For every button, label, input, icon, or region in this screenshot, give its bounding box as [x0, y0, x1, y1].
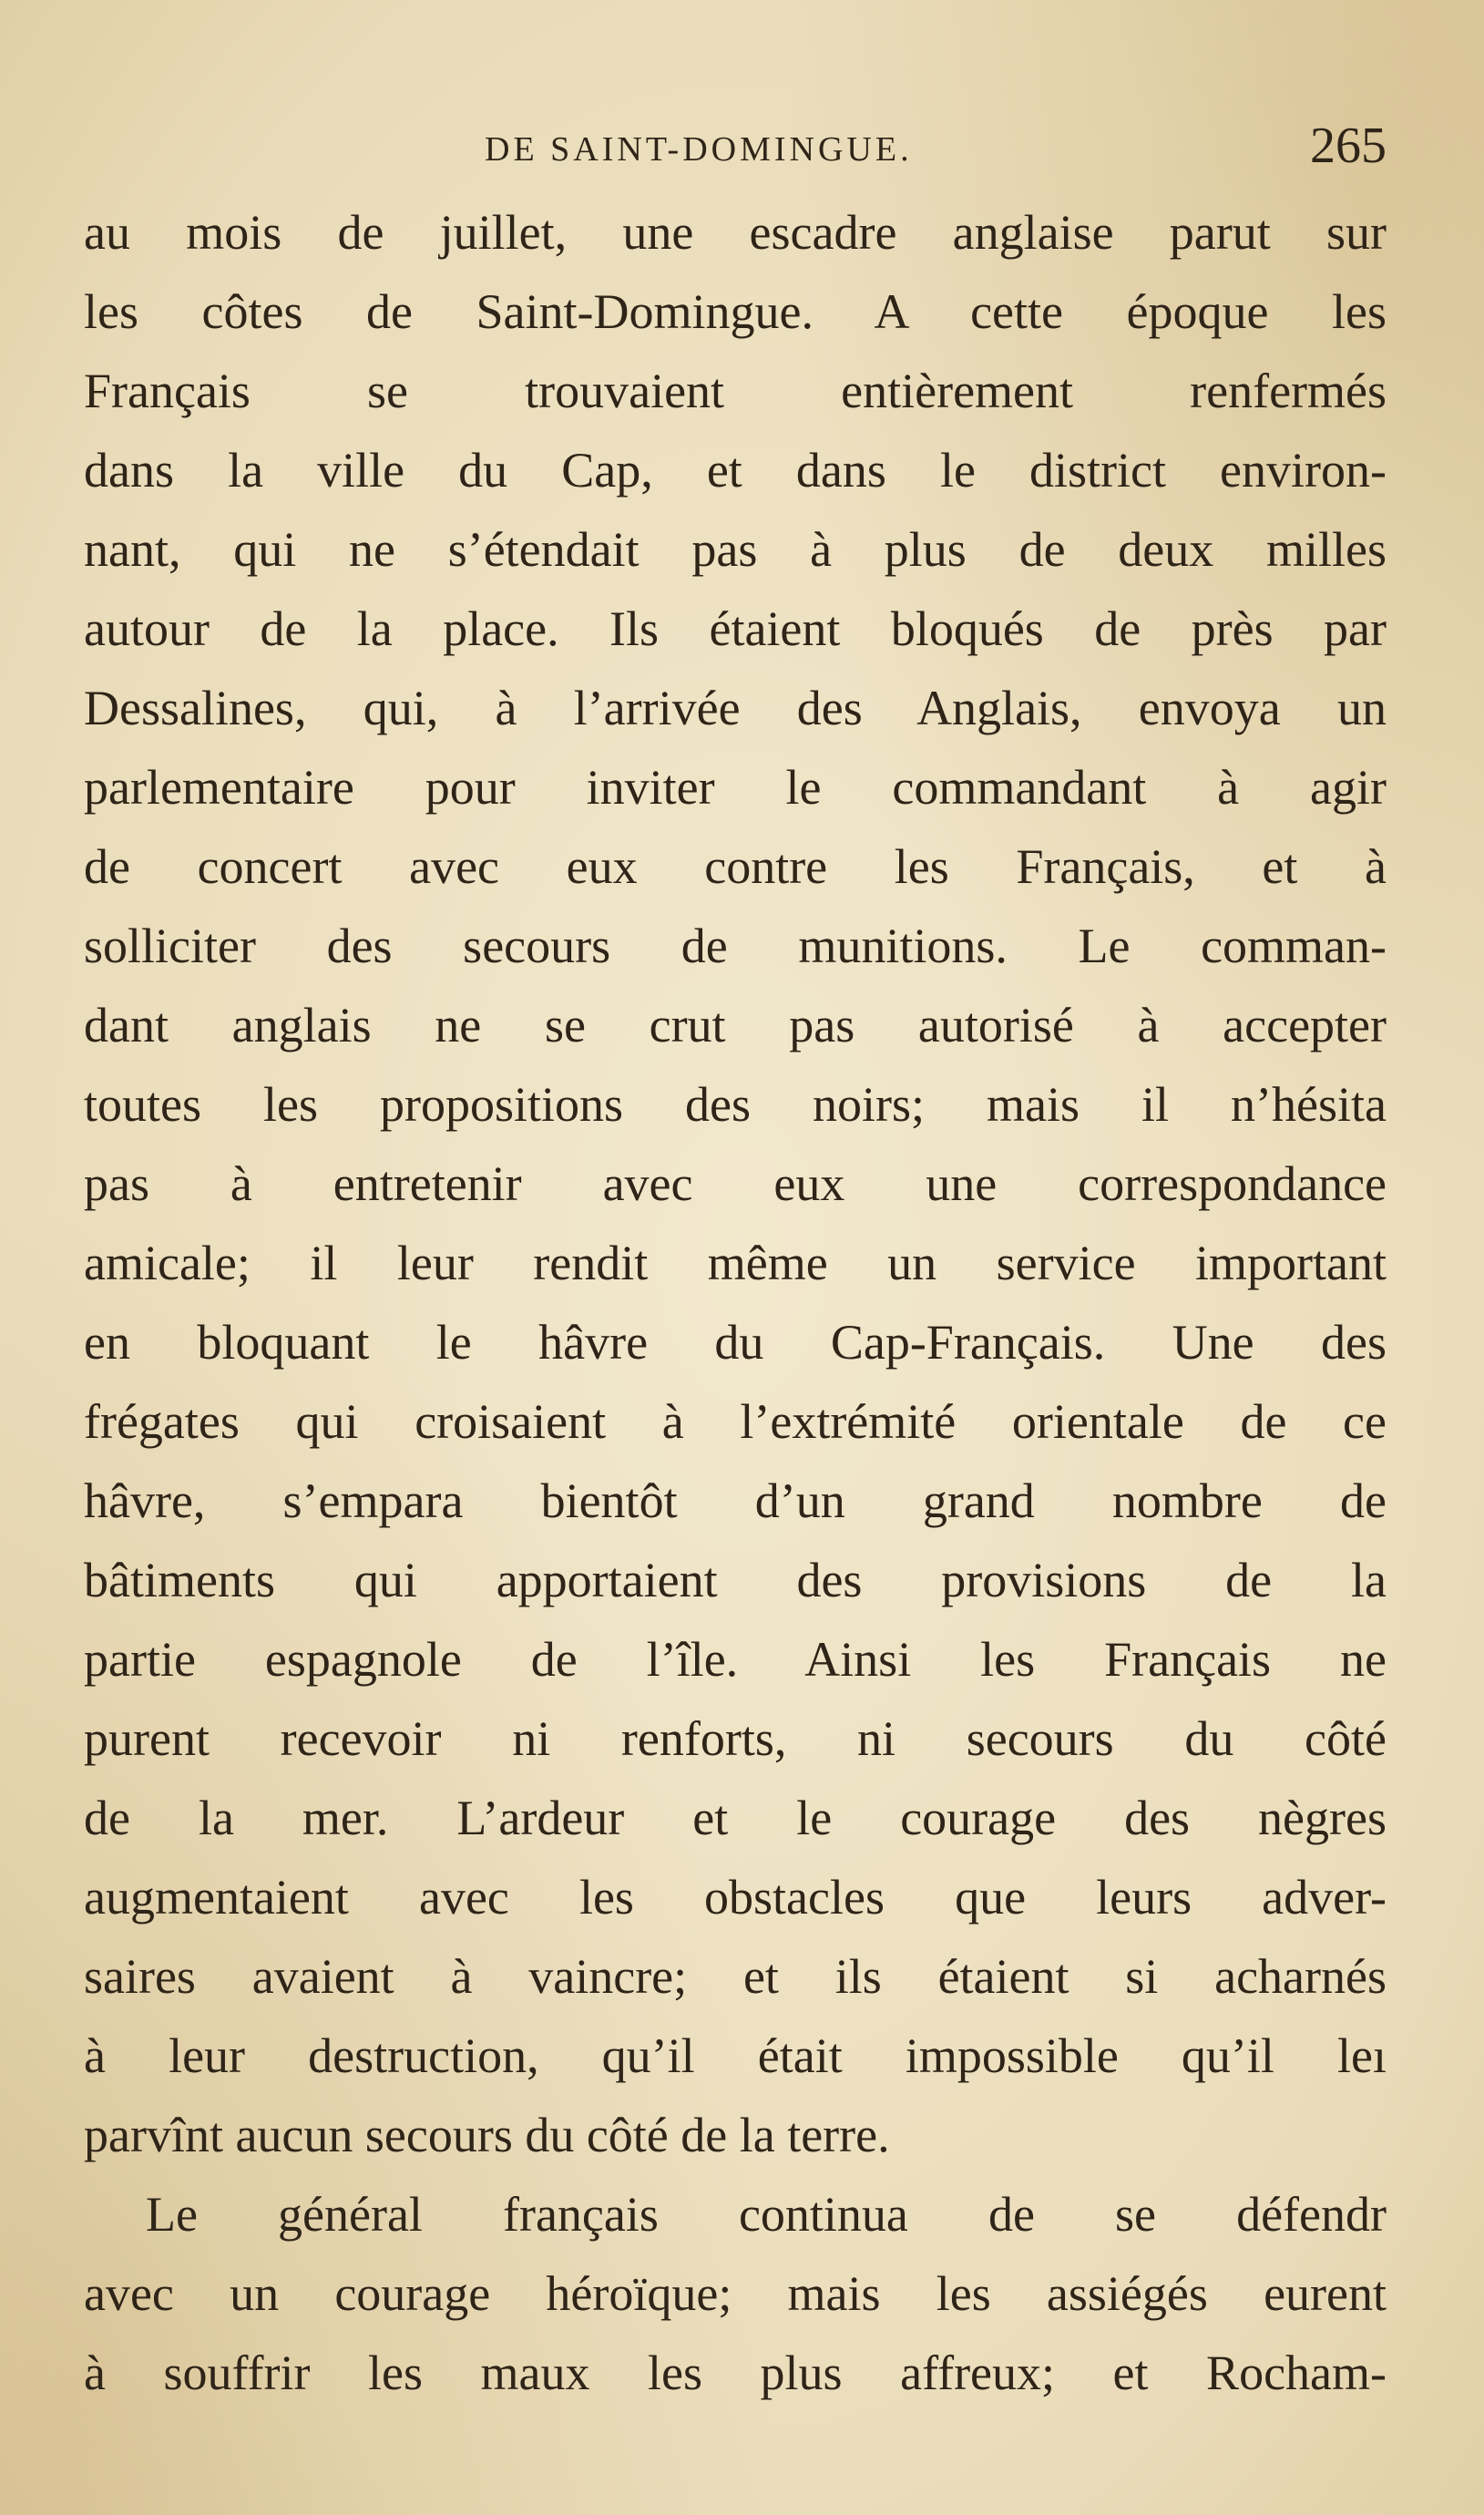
- text-line: purent recevoir ni renforts, ni secours du côté: [84, 1711, 1387, 1766]
- text-line: solliciter des secours de munitions. Le comman-: [84, 919, 1387, 973]
- text-line: amicale; il leur rendit même un service important: [84, 1236, 1387, 1290]
- text-line: toutes les propositions des noirs; mais il n’hésita: [84, 1077, 1387, 1132]
- body-text: [84, 193, 1387, 2413]
- text-line: Français se trouvaient entièrement renfermés: [84, 364, 1387, 418]
- text-line: les côtes de Saint-Domingue. A cette époque les: [84, 284, 1387, 339]
- text-line: pas à entretenir avec eux une correspondance: [84, 1156, 1387, 1211]
- text-line: partie espagnole de l’île. Ainsi les Français ne: [84, 1632, 1387, 1687]
- text-line: parvînt aucun secours du côté de la terre.: [84, 2108, 890, 2162]
- text-line: Dessalines, qui, à l’arrivée des Anglais, envoya un: [84, 681, 1387, 735]
- page-number: 265: [1310, 118, 1387, 174]
- text-line: autour de la place. Ils étaient bloqués de près par: [84, 601, 1387, 656]
- text-line: à leur destruction, qu’il était impossible qu’il leı: [84, 2028, 1387, 2083]
- text-line: avec un courage héroïque; mais les assiégés eurent: [84, 2266, 1387, 2321]
- running-head: [84, 117, 1387, 180]
- text-line: frégates qui croisaient à l’extrémité orientale de ce: [84, 1394, 1387, 1449]
- text-line: à souffrir les maux les plus affreux; et Rocham-: [84, 2346, 1387, 2400]
- text-line: nant, qui ne s’étendait pas à plus de deux milles: [84, 522, 1387, 577]
- text-line: au mois de juillet, une escadre anglaise parut sur: [84, 205, 1387, 260]
- text-line: de la mer. L’ardeur et le courage des nègres: [84, 1791, 1387, 1845]
- text-line: en bloquant le hâvre du Cap-Français. Une des: [84, 1315, 1387, 1370]
- text-line: de concert avec eux contre les Français, et à: [84, 839, 1387, 894]
- text-line: augmentaient avec les obstacles que leurs adver-: [84, 1870, 1387, 1925]
- text-line: Le général français continua de se défendr: [146, 2187, 1387, 2242]
- running-title: DE SAINT-DOMINGUE.: [485, 130, 913, 169]
- text-line: hâvre, s’empara bientôt d’un grand nombre de: [84, 1473, 1387, 1528]
- text-line: bâtiments qui apportaient des provisions de la: [84, 1553, 1387, 1607]
- text-line: saires avaient à vaincre; et ils étaient si acharnés: [84, 1949, 1387, 2004]
- text-line: dans la ville du Cap, et dans le district environ-: [84, 443, 1387, 498]
- text-line: parlementaire pour inviter le commandant à agir: [84, 760, 1387, 815]
- text-line: dant anglais ne se crut pas autorisé à accepter: [84, 998, 1387, 1052]
